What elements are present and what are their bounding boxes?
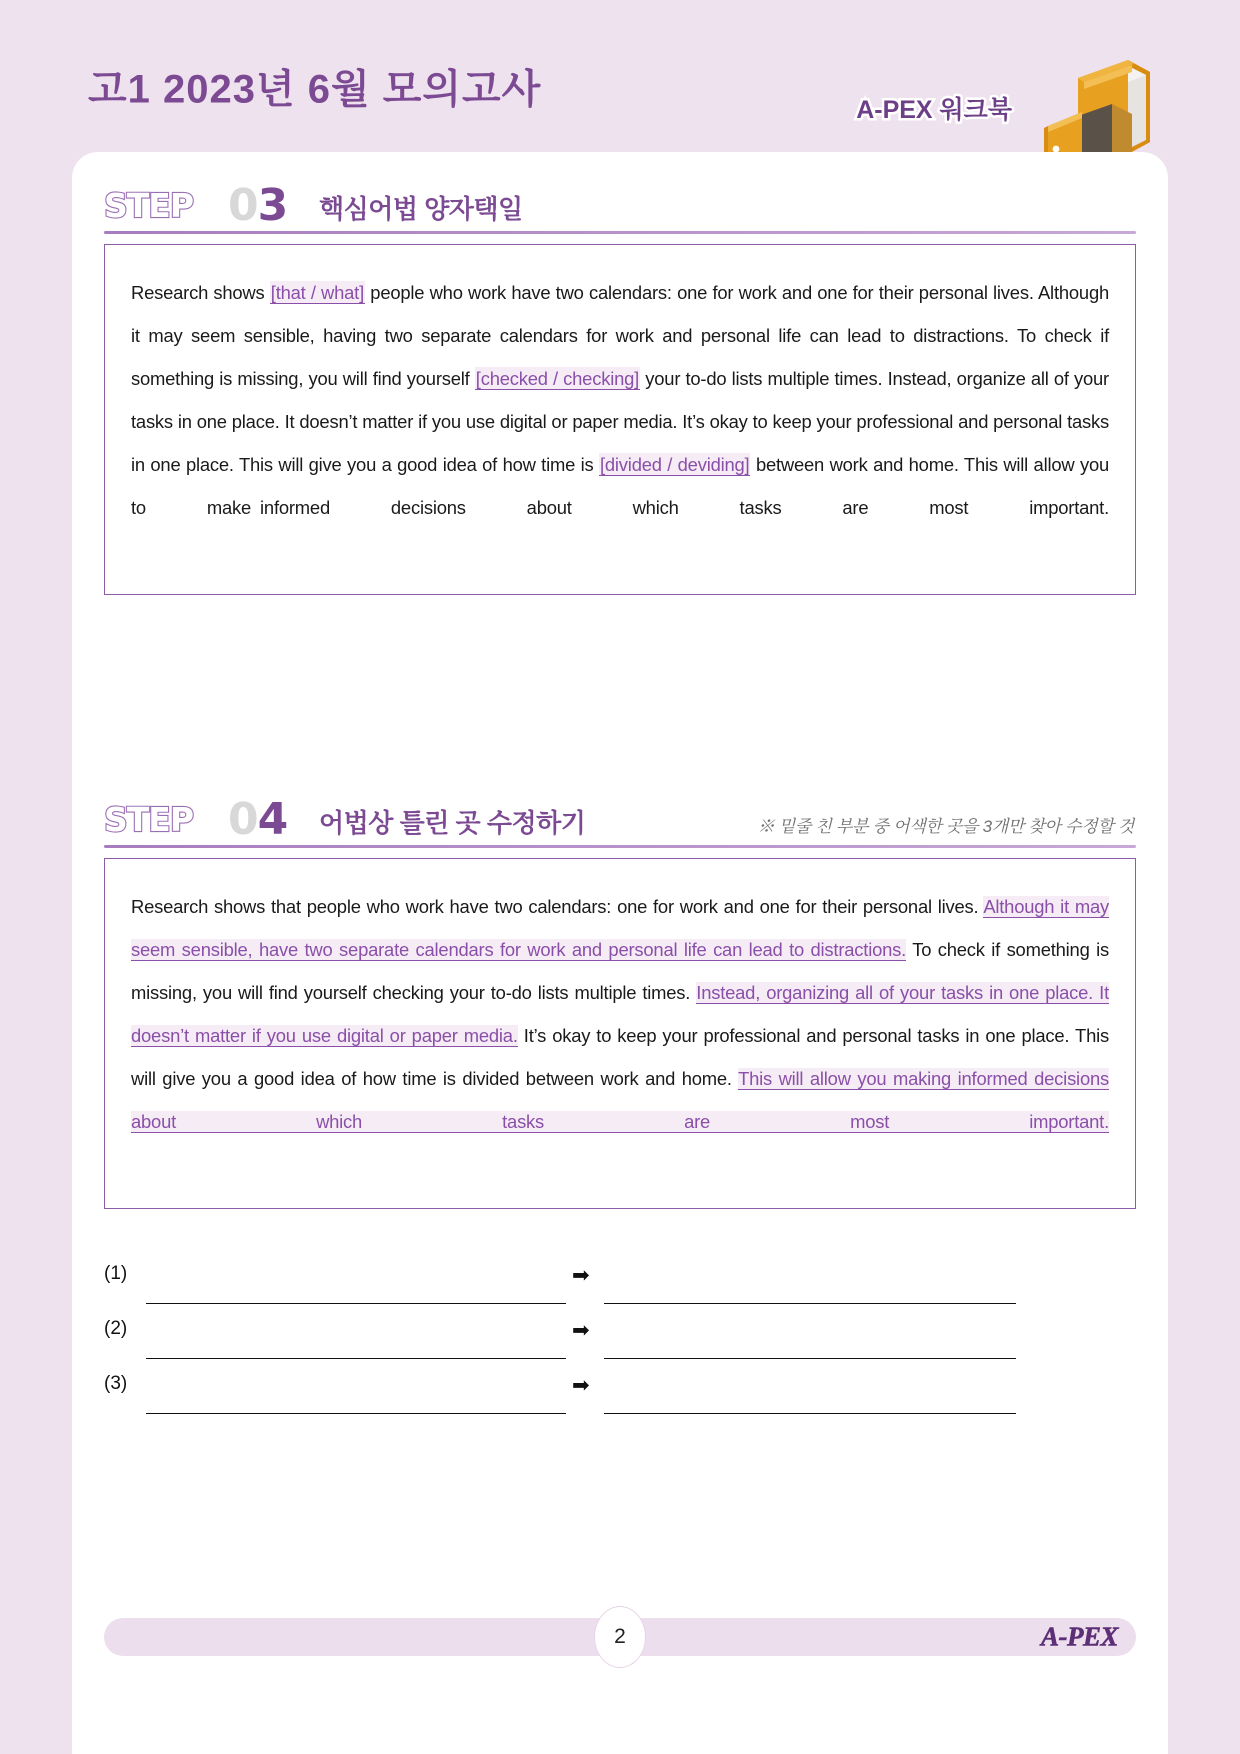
arrow-icon-3: ➡ [572,1374,590,1397]
step-04-rule [104,845,1136,848]
p3-seg-5: informed decisions about which tasks are most important. [260,497,1109,518]
step-03-label: 핵심어법 양자택일 [319,194,523,224]
page-header [0,0,1240,152]
page-footer [104,1618,1136,1656]
answer-input-2-left[interactable] [146,1358,566,1359]
passage-step-04-text [131,885,1109,1186]
error-span-2[interactable]: Instead, organizing all of your tasks in one place. It doesn’t matter if you use digital or paper media. [131,982,1109,1046]
answer-number-1: (1) [104,1263,128,1284]
choice-2[interactable]: [checked / checking] [475,368,640,389]
brand-badge: A-PEX 워크북 [856,96,1012,124]
page-title: 고1 2023년 6월 모의고사 [88,67,542,112]
step-03-number: 03 [228,180,288,231]
passage-step-03-text [131,271,1109,572]
error-span-3[interactable]: This will allow you making informed decisions about which tasks are most important. [131,1068,1109,1132]
answer-number-3: (3) [104,1373,128,1394]
answer-row-3 [104,1367,1136,1422]
answer-row-2 [104,1312,1136,1367]
step-03-rule [104,231,1136,234]
p3-seg-3: your to-do lists multiple times. Instead, organize all of your tasks in one place. It doesn’t matter if you use digital or paper media. It’s okay to keep your professional and personal tasks in one place. This will give you a good idea of how time is [131,368,1109,475]
p3-seg-2: people who work have two calendars: one for work and one for their personal lives. Although it may seem sensible, having two separate calendars for work and personal life can lead to distractions. To check if something is missing, you will find yourself [131,282,1109,389]
answer-input-3-left[interactable] [146,1413,566,1414]
p3-seg-4: between work and home. This will allow you to make [131,454,1109,518]
p4-seg-3: It’s okay to keep your professional and personal tasks in one place. This will give you a good idea of how time is divided between work and home. [131,1025,1109,1089]
arrow-icon-2: ➡ [572,1319,590,1342]
answer-input-1-left[interactable] [146,1303,566,1304]
error-span-1[interactable]: Although it may seem sensible, have two separate calendars for work and personal life can lead to distractions. [131,896,1109,960]
step-03-header [104,178,1136,234]
answer-input-2-right[interactable] [604,1358,1016,1359]
p4-seg-1: Research shows that people who work have two calendars: one for work and one for their personal lives. [131,896,984,917]
page-sheet [72,152,1168,1754]
p3-seg-1: Research shows [131,282,270,303]
p4-seg-2: To check if something is missing, you will find yourself checking your to-do lists multiple times. [131,939,1109,1003]
passage-step-03 [104,244,1136,595]
step-04-label: 어법상 틀린 곳 수정하기 [319,808,586,838]
passage-step-04 [104,858,1136,1209]
step-04-number: 04 [228,794,288,845]
arrow-icon-1: ➡ [572,1264,590,1287]
step-03-word: STEP [104,186,194,225]
footer-logo: A-PEX [1040,1621,1118,1652]
answer-section [104,1257,1136,1422]
answer-row-1 [104,1257,1136,1312]
choice-3[interactable]: [divided / deviding] [599,454,750,475]
step-04-word: STEP [104,800,194,839]
answer-input-1-right[interactable] [604,1303,1016,1304]
page-number: 2 [594,1606,646,1668]
answer-number-2: (2) [104,1318,128,1339]
choice-1[interactable]: [that / what] [270,282,365,303]
step-04-note: ※ 밑줄 친 부분 중 어색한 곳을 3개만 찾아 수정할 것 [757,817,1134,836]
answer-input-3-right[interactable] [604,1413,1016,1414]
step-04-header [104,792,1136,848]
